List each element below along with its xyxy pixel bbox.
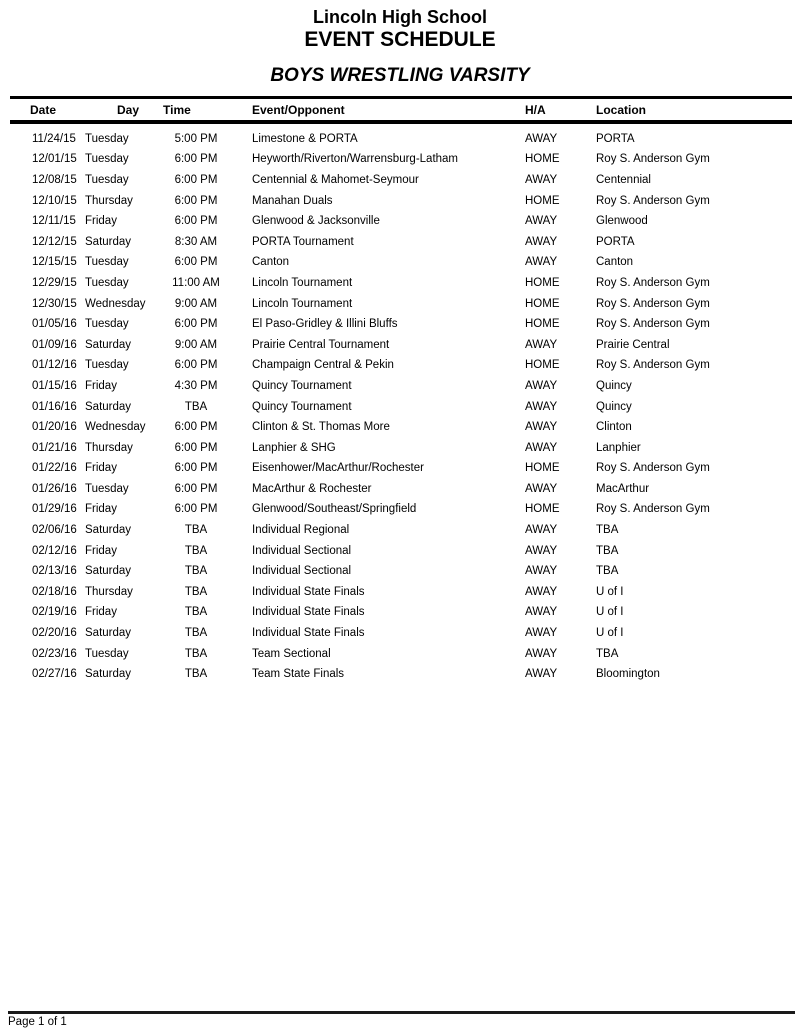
cell-event: El Paso-Gridley & Illini Bluffs [252, 318, 398, 331]
cell-event: Quincy Tournament [252, 379, 352, 392]
schedule-row [0, 623, 800, 644]
column-header-date: Date [30, 102, 57, 117]
cell-date: 12/29/15 [32, 276, 77, 289]
column-header-event: Event/Opponent [252, 102, 345, 117]
cell-location: Roy S. Anderson Gym [596, 297, 710, 310]
schedule-row [0, 396, 800, 417]
cell-ha: AWAY [525, 256, 558, 269]
cell-time: 6:00 PM [174, 503, 218, 516]
cell-time: TBA [184, 668, 208, 681]
cell-event: Glenwood/Southeast/Springfield [252, 503, 417, 516]
cell-time: TBA [184, 400, 208, 413]
cell-time: TBA [184, 647, 208, 660]
cell-location: Roy S. Anderson Gym [596, 462, 710, 475]
cell-event: Individual State Finals [252, 606, 365, 619]
schedule-row [0, 355, 800, 376]
cell-date: 12/08/15 [32, 173, 77, 186]
schedule-table [0, 129, 800, 685]
schedule-row [0, 582, 800, 603]
cell-ha: AWAY [525, 173, 558, 186]
cell-ha: AWAY [525, 524, 558, 537]
schedule-row [0, 293, 800, 314]
cell-event: Eisenhower/MacArthur/Rochester [252, 462, 424, 475]
cell-date: 12/12/15 [32, 235, 77, 248]
cell-event: Team Sectional [252, 647, 331, 660]
schedule-row [0, 664, 800, 685]
cell-location: Clinton [596, 421, 632, 434]
cell-location: TBA [596, 524, 619, 537]
cell-day: Tuesday [85, 276, 129, 289]
cell-date: 01/20/16 [32, 421, 77, 434]
cell-location: Roy S. Anderson Gym [596, 318, 710, 331]
cell-time: 4:30 PM [174, 379, 218, 392]
cell-date: 01/12/16 [32, 359, 77, 372]
cell-date: 02/19/16 [32, 606, 77, 619]
cell-location: TBA [596, 544, 619, 557]
cell-day: Friday [85, 215, 117, 228]
cell-day: Tuesday [85, 153, 129, 166]
cell-date: 12/01/15 [32, 153, 77, 166]
cell-location: Centennial [596, 173, 651, 186]
schedule-row [0, 602, 800, 623]
cell-event: Manahan Duals [252, 194, 333, 207]
cell-day: Friday [85, 462, 117, 475]
cell-ha: AWAY [525, 338, 558, 351]
cell-ha: AWAY [525, 400, 558, 413]
cell-day: Saturday [85, 400, 132, 413]
cell-day: Thursday [85, 194, 133, 207]
cell-date: 01/09/16 [32, 338, 77, 351]
column-header-day: Day [117, 102, 140, 117]
column-header-row [0, 99, 800, 120]
cell-ha: HOME [525, 297, 560, 310]
cell-event: Clinton & St. Thomas More [252, 421, 390, 434]
cell-event: Glenwood & Jacksonville [252, 215, 380, 228]
cell-location: PORTA [596, 235, 635, 248]
school-name: Lincoln High School [313, 7, 487, 27]
cell-event: MacArthur & Rochester [252, 482, 372, 495]
cell-time: 6:00 PM [174, 173, 218, 186]
cell-time: TBA [184, 627, 208, 640]
cell-location: Glenwood [596, 215, 648, 228]
cell-time: 6:00 PM [174, 256, 218, 269]
cell-time: 5:00 PM [174, 132, 218, 145]
cell-ha: HOME [525, 503, 560, 516]
cell-location: Quincy [596, 400, 632, 413]
schedule-row [0, 520, 800, 541]
schedule-row [0, 129, 800, 150]
cell-time: TBA [184, 524, 208, 537]
schedule-row [0, 273, 800, 294]
schedule-row [0, 376, 800, 397]
cell-location: TBA [596, 565, 619, 578]
cell-ha: AWAY [525, 482, 558, 495]
cell-time: 6:00 PM [174, 441, 218, 454]
cell-day: Friday [85, 503, 117, 516]
cell-day: Saturday [85, 524, 132, 537]
cell-date: 12/11/15 [32, 215, 76, 228]
cell-day: Saturday [85, 668, 132, 681]
cell-event: Canton [252, 256, 290, 269]
cell-ha: AWAY [525, 585, 558, 598]
schedule-row [0, 334, 800, 355]
cell-location: Roy S. Anderson Gym [596, 276, 710, 289]
cell-ha: AWAY [525, 421, 558, 434]
cell-date: 02/23/16 [32, 647, 77, 660]
cell-day: Tuesday [85, 359, 129, 372]
schedule-table-header [0, 99, 800, 120]
cell-date: 01/21/16 [32, 441, 77, 454]
schedule-row [0, 417, 800, 438]
cell-location: Roy S. Anderson Gym [596, 194, 710, 207]
cell-location: Lanphier [596, 441, 641, 454]
cell-location: U of I [596, 585, 624, 598]
cell-date: 02/18/16 [32, 585, 77, 598]
cell-day: Friday [85, 379, 117, 392]
cell-day: Tuesday [85, 318, 129, 331]
schedule-row [0, 231, 800, 252]
cell-time: 6:00 PM [174, 482, 218, 495]
cell-day: Wednesday [85, 421, 146, 434]
cell-day: Tuesday [85, 256, 129, 269]
cell-time: 11:00 AM [172, 276, 220, 289]
cell-date: 01/29/16 [32, 503, 77, 516]
cell-time: 6:00 PM [174, 153, 218, 166]
cell-date: 01/16/16 [32, 400, 77, 413]
cell-time: 6:00 PM [174, 462, 218, 475]
cell-location: U of I [596, 627, 624, 640]
cell-time: 6:00 PM [174, 318, 218, 331]
schedule-row [0, 211, 800, 232]
cell-date: 02/12/16 [32, 544, 77, 557]
schedule-row [0, 149, 800, 170]
cell-event: Individual Regional [252, 524, 350, 537]
cell-day: Wednesday [85, 297, 146, 310]
cell-ha: HOME [525, 153, 560, 166]
cell-ha: HOME [525, 194, 560, 207]
cell-location: TBA [596, 647, 619, 660]
document-header [0, 0, 800, 86]
cell-ha: HOME [525, 462, 560, 475]
cell-location: Roy S. Anderson Gym [596, 503, 710, 516]
cell-location: U of I [596, 606, 624, 619]
cell-day: Tuesday [85, 132, 129, 145]
cell-time: 9:00 AM [174, 338, 218, 351]
cell-time: TBA [184, 544, 208, 557]
cell-day: Saturday [85, 235, 132, 248]
schedule-row [0, 643, 800, 664]
schedule-row [0, 479, 800, 500]
page-title: EVENT SCHEDULE [304, 28, 496, 51]
cell-date: 02/06/16 [32, 524, 77, 537]
cell-ha: AWAY [525, 441, 558, 454]
cell-date: 11/24/15 [32, 132, 76, 145]
cell-ha: AWAY [525, 565, 558, 578]
schedule-row [0, 437, 800, 458]
cell-ha: AWAY [525, 668, 558, 681]
column-header-ha: H/A [525, 102, 546, 117]
cell-day: Tuesday [85, 482, 129, 495]
cell-day: Tuesday [85, 647, 129, 660]
cell-event: Champaign Central & Pekin [252, 359, 394, 372]
cell-event: Team State Finals [252, 668, 345, 681]
cell-date: 12/15/15 [32, 256, 77, 269]
footer-rule [8, 1011, 795, 1014]
cell-event: Individual State Finals [252, 627, 365, 640]
cell-date: 02/20/16 [32, 627, 77, 640]
cell-event: PORTA Tournament [252, 235, 354, 248]
team-subtitle: BOYS WRESTLING VARSITY [270, 65, 530, 86]
cell-date: 02/13/16 [32, 565, 77, 578]
table-header-rule [10, 120, 792, 124]
cell-event: Prairie Central Tournament [252, 338, 390, 351]
cell-ha: AWAY [525, 544, 558, 557]
cell-time: 6:00 PM [174, 421, 218, 434]
cell-date: 12/10/15 [32, 194, 77, 207]
cell-ha: HOME [525, 276, 560, 289]
cell-day: Friday [85, 606, 117, 619]
cell-time: 8:30 AM [174, 235, 218, 248]
cell-event: Centennial & Mahomet-Seymour [252, 173, 419, 186]
cell-day: Friday [85, 544, 117, 557]
cell-event: Lanphier & SHG [252, 441, 336, 454]
cell-ha: AWAY [525, 606, 558, 619]
cell-event: Lincoln Tournament [252, 297, 353, 310]
column-header-time: Time [163, 102, 191, 117]
schedule-row [0, 540, 800, 561]
schedule-row [0, 314, 800, 335]
schedule-row [0, 561, 800, 582]
schedule-row [0, 170, 800, 191]
cell-time: TBA [184, 585, 208, 598]
cell-location: Prairie Central [596, 338, 670, 351]
cell-location: MacArthur [596, 482, 650, 495]
cell-time: TBA [184, 565, 208, 578]
cell-ha: AWAY [525, 215, 558, 228]
cell-ha: HOME [525, 318, 560, 331]
cell-time: 6:00 PM [174, 359, 218, 372]
cell-ha: AWAY [525, 132, 558, 145]
cell-ha: AWAY [525, 647, 558, 660]
cell-location: Canton [596, 256, 634, 269]
cell-date: 01/05/16 [32, 318, 77, 331]
cell-event: Individual State Finals [252, 585, 365, 598]
cell-location: Bloomington [596, 668, 660, 681]
cell-day: Thursday [85, 585, 133, 598]
cell-event: Lincoln Tournament [252, 276, 353, 289]
cell-event: Quincy Tournament [252, 400, 352, 413]
schedule-row [0, 252, 800, 273]
cell-day: Saturday [85, 338, 132, 351]
cell-time: 6:00 PM [174, 194, 218, 207]
cell-event: Individual Sectional [252, 565, 352, 578]
schedule-row [0, 499, 800, 520]
cell-date: 12/30/15 [32, 297, 77, 310]
cell-day: Saturday [85, 565, 132, 578]
cell-date: 02/27/16 [32, 668, 77, 681]
cell-day: Tuesday [85, 173, 129, 186]
schedule-row [0, 190, 800, 211]
cell-date: 01/22/16 [32, 462, 77, 475]
cell-date: 01/15/16 [32, 379, 77, 392]
cell-time: TBA [184, 606, 208, 619]
cell-ha: AWAY [525, 235, 558, 248]
cell-event: Individual Sectional [252, 544, 352, 557]
page-number: Page 1 of 1 [8, 1016, 67, 1028]
cell-location: Roy S. Anderson Gym [596, 359, 710, 372]
schedule-row [0, 458, 800, 479]
cell-day: Thursday [85, 441, 133, 454]
column-header-location: Location [596, 102, 646, 117]
cell-location: PORTA [596, 132, 635, 145]
cell-event: Limestone & PORTA [252, 132, 358, 145]
cell-date: 01/26/16 [32, 482, 77, 495]
cell-location: Roy S. Anderson Gym [596, 153, 710, 166]
cell-day: Saturday [85, 627, 132, 640]
cell-location: Quincy [596, 379, 632, 392]
cell-time: 9:00 AM [174, 297, 218, 310]
cell-time: 6:00 PM [174, 215, 218, 228]
cell-event: Heyworth/Riverton/Warrensburg-Latham [252, 153, 459, 166]
cell-ha: HOME [525, 359, 560, 372]
cell-ha: AWAY [525, 379, 558, 392]
cell-ha: AWAY [525, 627, 558, 640]
